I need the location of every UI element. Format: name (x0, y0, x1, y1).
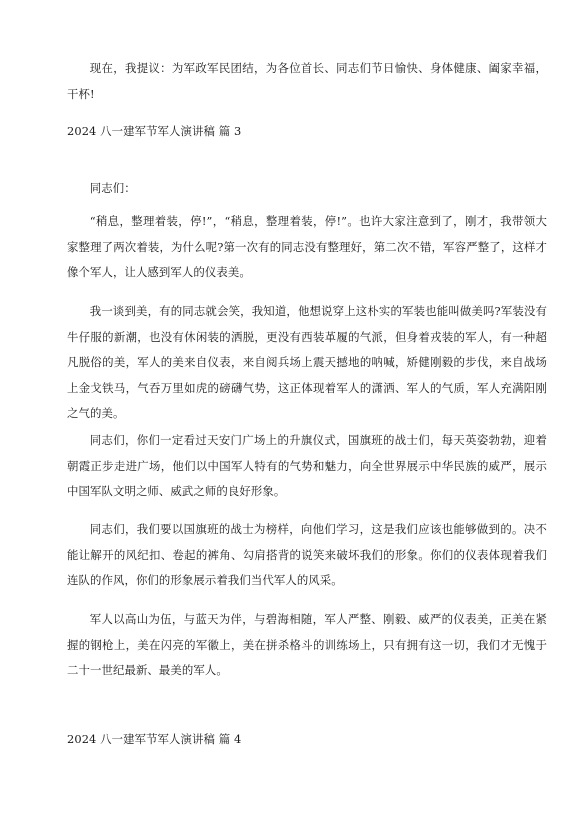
salutation: 同志们： (89, 181, 136, 195)
toast-paragraph: 现在，我提议：为军政军民团结，为各位首长、同志们节日愉快、身体健康、阖家幸福，干杯! (67, 61, 547, 101)
paragraph-4: 同志们，我们要以国旗班的战士为榜样，向他们学习，这是我们应该也能够做到的。决不能让解开的风纪扣、卷起的裤角、勾肩搭背的说笑来破坏我们的形象。你们的仪表体现着我们连队的作风，你们的形象展示着我们当代军人的风采。 (67, 522, 547, 588)
section-4-title: 2024 八一建军节军人演讲稿 篇 4 (67, 732, 242, 746)
paragraph-1: “稍息，整理着装，停!”，“稍息，整理着装，停!”。也许大家注意到了，刚才，我带领大家整理了两次着装，为什么呢?第一次有的同志没有整理好，第二次不错，军容严整了，这样才像个军人，让人感到军人的仪表美。 (67, 214, 547, 280)
section-3-title: 2024 八一建军节军人演讲稿 篇 3 (67, 124, 242, 138)
paragraph-2: 我一谈到美，有的同志就会笑，我知道，他想说穿上这朴实的军装也能叫做美吗?军装没有牛仔服的新潮，也没有休闲装的洒脱，更没有西装革履的气派，但身着戎装的军人，有一种超凡脱俗的美，军人的美来自仪表，来自阅兵场上震天撼地的呐喊，矫健刚毅的步伐，来自战场上金戈铁马，气吞万里如虎的磅礴气势，这正体现着军人的潇洒、军人的气质，军人充满阳刚之气的美。 (67, 304, 547, 421)
paragraph-5: 军人以高山为伍，与蓝天为伴，与碧海相随，军人严整、刚毅、威严的仪表美，正美在紧握的钢枪上，美在闪亮的军徽上，美在拼杀格斗的训练场上，只有拥有这一切，我们才无愧于二十一世纪最新、最美的军人。 (67, 612, 547, 678)
paragraph-3: 同志们，你们一定看过天安门广场上的升旗仪式，国旗班的战士们，每天英姿勃勃，迎着朝霞正步走进广场，他们以中国军人特有的气势和魅力，向全世界展示中华民族的威严，展示中国军队文明之师、威武之师的良好形象。 (67, 433, 547, 499)
